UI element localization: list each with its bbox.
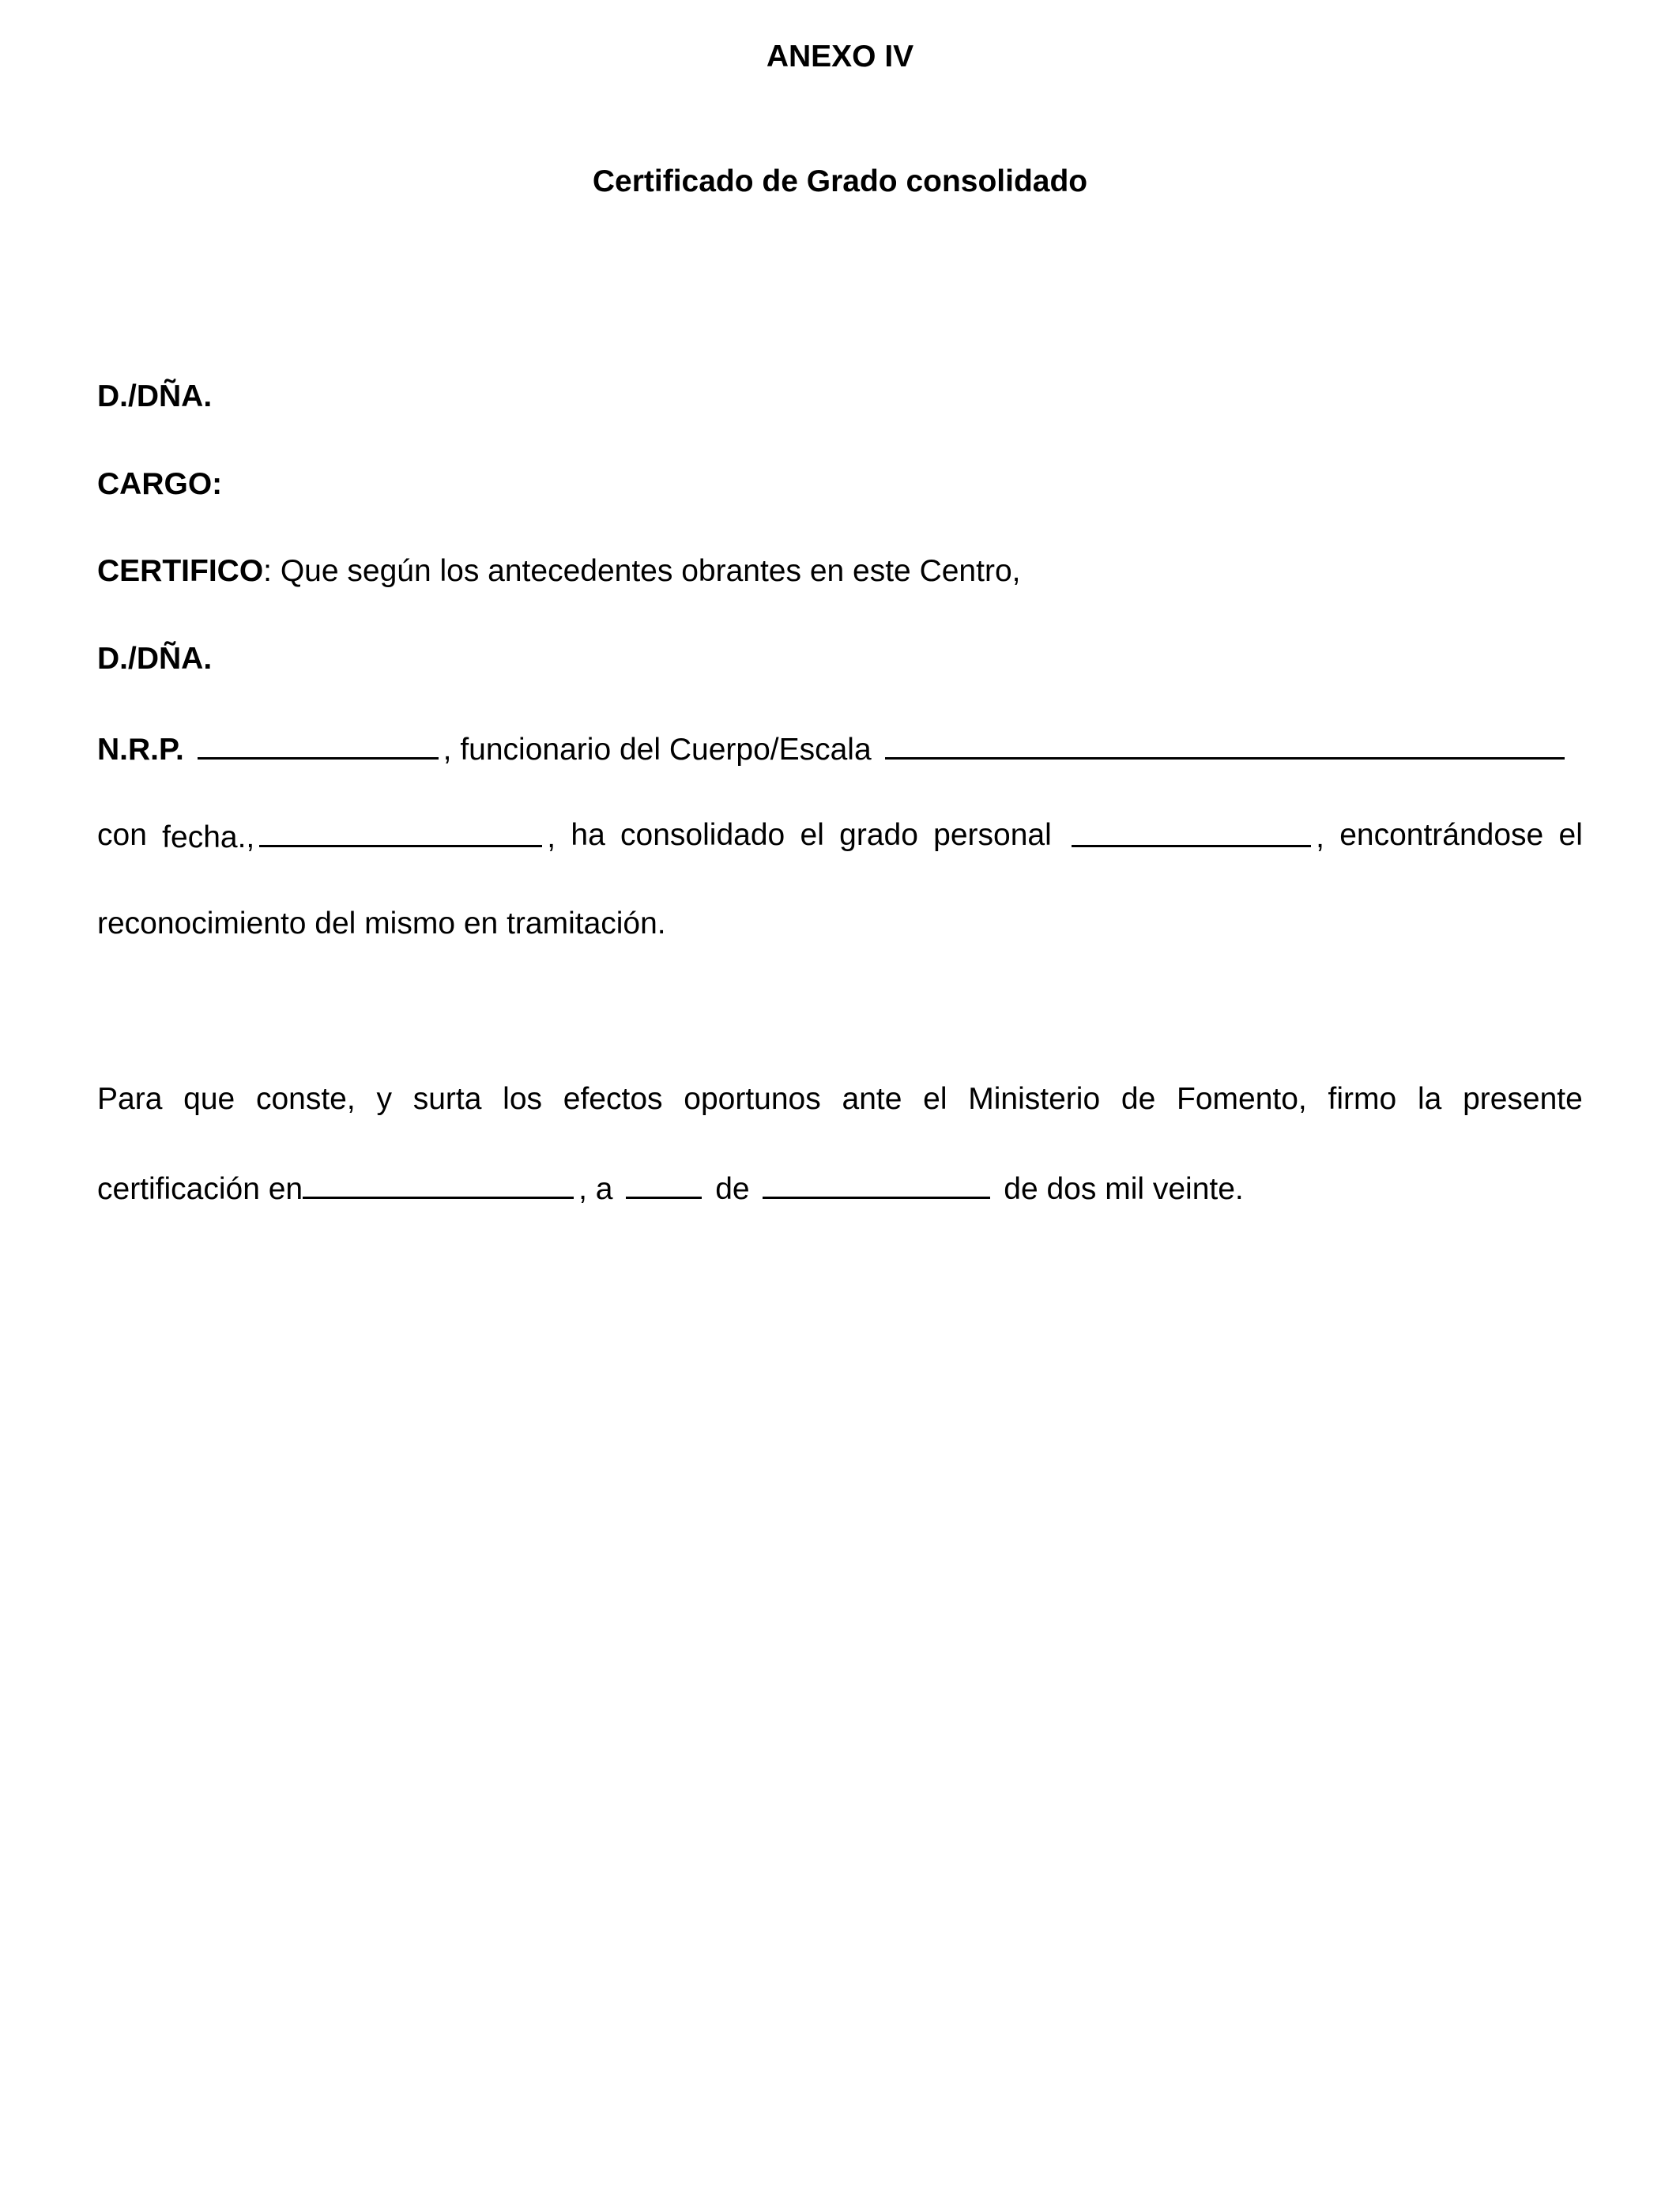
de-text: de xyxy=(715,1172,750,1206)
word: Para xyxy=(97,1082,163,1116)
word: con xyxy=(97,818,147,852)
word: Ministerio xyxy=(968,1082,1101,1116)
word: la xyxy=(1417,1082,1442,1116)
word: firmo xyxy=(1328,1082,1397,1116)
certifico-line xyxy=(97,552,1583,590)
nrp-blank[interactable] xyxy=(198,729,439,760)
word: el xyxy=(800,818,824,852)
word: encontrándose xyxy=(1339,818,1544,852)
grado-blank[interactable] xyxy=(1072,816,1311,847)
word: el xyxy=(923,1082,947,1116)
word: personal xyxy=(933,818,1052,852)
certifico-text: : Que según los antecedentes obrantes en este Centro, xyxy=(263,554,1021,588)
dona-label-1: D./DÑA. xyxy=(97,379,213,413)
fecha-group xyxy=(162,816,556,857)
mes-blank[interactable] xyxy=(763,1168,990,1199)
a-text: , a xyxy=(578,1172,613,1206)
word: ha xyxy=(571,818,605,852)
annex-heading: ANEXO IV xyxy=(766,40,914,74)
fecha-blank[interactable] xyxy=(259,816,542,847)
dona-label-2: D./DÑA. xyxy=(97,642,213,676)
document-title: Certificado de Grado consolidado xyxy=(592,164,1088,198)
word: y xyxy=(376,1082,392,1116)
nrp-line xyxy=(97,729,1583,769)
nrp-after-text: , funcionario del Cuerpo/Escala xyxy=(443,733,872,767)
certificacion-line xyxy=(97,1168,1583,1208)
final-text: de dos mil veinte. xyxy=(1004,1172,1244,1206)
word: que xyxy=(183,1082,235,1116)
nrp-label: N.R.P. xyxy=(97,733,184,767)
cargo-label: CARGO: xyxy=(97,467,223,501)
cuerpo-escala-blank[interactable] xyxy=(885,729,1565,760)
fecha-line xyxy=(97,816,1583,857)
lugar-blank[interactable] xyxy=(303,1168,574,1199)
reconocimiento-line: reconocimiento del mismo en tramitación. xyxy=(97,907,666,941)
word: de xyxy=(1121,1082,1156,1116)
certifico-label: CERTIFICO xyxy=(97,554,264,588)
certificacion-prefix: certificación en xyxy=(97,1172,303,1206)
word: , xyxy=(1316,820,1324,854)
word: efectos xyxy=(563,1082,663,1116)
word: el xyxy=(1558,818,1583,852)
word: fecha., xyxy=(162,820,255,854)
word: oportunos xyxy=(684,1082,821,1116)
word: consolidado xyxy=(620,818,785,852)
dia-blank[interactable] xyxy=(626,1168,702,1199)
word: conste, xyxy=(255,1082,356,1116)
word: Fomento, xyxy=(1177,1082,1307,1116)
word: ante xyxy=(842,1082,902,1116)
word: grado xyxy=(839,818,918,852)
word: presente xyxy=(1463,1082,1583,1116)
word: surta xyxy=(412,1082,482,1116)
para-line xyxy=(97,1080,1583,1118)
word: , xyxy=(547,820,556,854)
word: los xyxy=(503,1082,543,1116)
grado-group xyxy=(1067,816,1324,857)
